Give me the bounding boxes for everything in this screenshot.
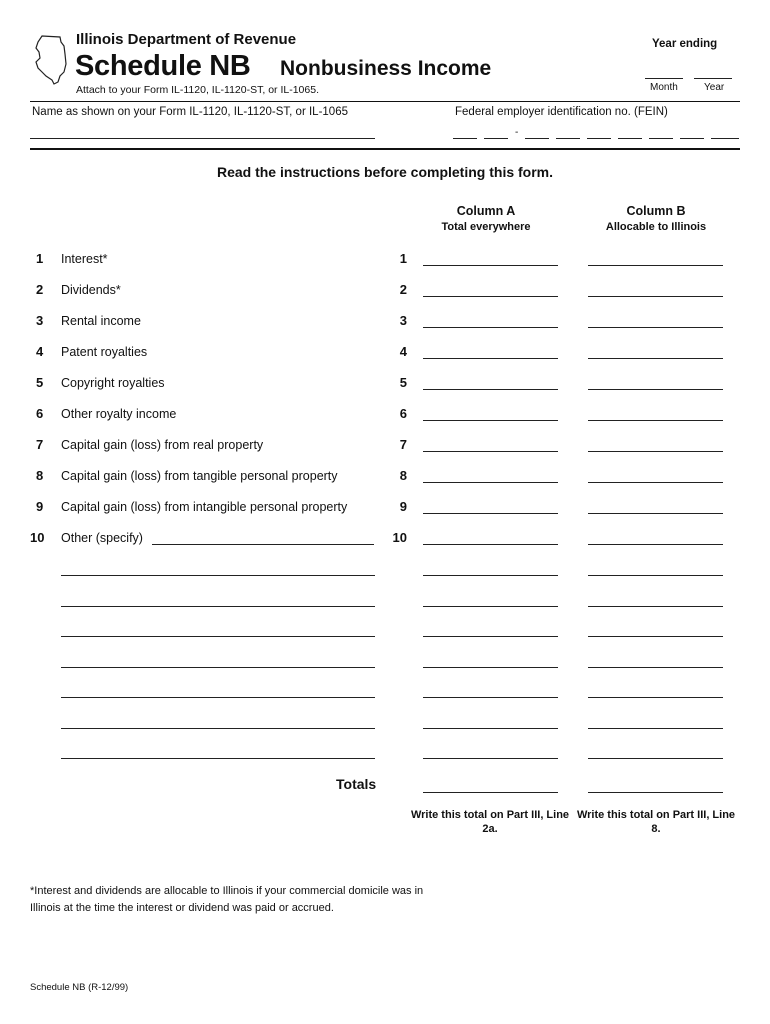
column-b-field[interactable]	[588, 758, 723, 759]
column-a-field[interactable]	[423, 606, 558, 607]
line-number: 2	[36, 282, 44, 297]
specify-description-field[interactable]	[61, 667, 375, 668]
column-b-field[interactable]	[588, 327, 723, 328]
schedule-title: Schedule NB	[75, 50, 251, 82]
line-number-right: 7	[399, 437, 407, 452]
instructions-heading: Read the instructions before completing this form.	[216, 164, 554, 180]
line-number-right: 2	[399, 282, 407, 297]
fein-label: Federal employer identification no. (FEIN)	[455, 106, 668, 118]
specify-description-field[interactable]	[61, 728, 375, 729]
specify-description-field[interactable]	[61, 697, 375, 698]
fein-field[interactable]	[453, 127, 743, 141]
column-b-field[interactable]	[588, 265, 723, 266]
line-number-right: 1	[399, 251, 407, 266]
column-a-field[interactable]	[423, 389, 558, 390]
column-b-header	[576, 204, 736, 233]
column-a-subtitle: Total everywhere	[441, 221, 531, 233]
illinois-state-outline-icon	[30, 34, 70, 86]
year-field[interactable]	[694, 78, 732, 79]
year-label: Year	[704, 82, 725, 93]
column-b-total-note: Write this total on Part III, Line 8.	[576, 809, 736, 835]
column-a-field[interactable]	[423, 667, 558, 668]
form-subtitle: Nonbusiness Income	[280, 57, 492, 80]
month-field[interactable]	[645, 78, 683, 79]
line-number: 9	[36, 499, 44, 514]
column-b-field[interactable]	[588, 451, 723, 452]
column-a-field[interactable]	[423, 513, 558, 514]
column-a-field[interactable]	[423, 327, 558, 328]
column-b-field[interactable]	[588, 544, 723, 545]
fein-dash: -	[515, 127, 519, 138]
column-b-field[interactable]	[588, 667, 723, 668]
column-b-field[interactable]	[588, 728, 723, 729]
total-column-a-field[interactable]	[423, 792, 558, 793]
section-divider	[30, 148, 740, 150]
column-a-field[interactable]	[423, 265, 558, 266]
line-number-right: 5	[399, 375, 407, 390]
line-label: Capital gain (loss) from intangible personal property	[61, 500, 348, 514]
column-b-field[interactable]	[588, 482, 723, 483]
column-b-field[interactable]	[588, 420, 723, 421]
line-label: Dividends*	[61, 283, 121, 297]
year-ending-label: Year ending	[652, 38, 718, 50]
line-number: 3	[36, 313, 44, 328]
line-number: 4	[36, 344, 44, 359]
form-id: Schedule NB (R-12/99)	[30, 982, 129, 993]
column-b-field[interactable]	[588, 513, 723, 514]
column-b-field[interactable]	[588, 389, 723, 390]
column-b-title: Column B	[626, 204, 686, 218]
name-field[interactable]	[30, 138, 375, 139]
column-b-field[interactable]	[588, 358, 723, 359]
footnote: *Interest and dividends are allocable to Illinois if your commercial domicile was in Illinois at the time the interest or dividend was paid or accrued.	[30, 885, 424, 914]
column-b-field[interactable]	[588, 636, 723, 637]
total-column-b-field[interactable]	[588, 792, 723, 793]
line-number: 6	[36, 406, 44, 421]
column-a-field[interactable]	[423, 636, 558, 637]
column-a-field[interactable]	[423, 451, 558, 452]
other-specify-field[interactable]	[152, 544, 374, 545]
column-a-field[interactable]	[423, 758, 558, 759]
line-number: 7	[36, 437, 44, 452]
column-b-subtitle: Allocable to Illinois	[605, 221, 707, 233]
line-number: 8	[36, 468, 44, 483]
specify-description-field[interactable]	[61, 575, 375, 576]
column-b-field[interactable]	[588, 606, 723, 607]
specify-description-field[interactable]	[61, 758, 375, 759]
specify-description-field[interactable]	[61, 636, 375, 637]
line-number-right: 8	[399, 468, 407, 483]
header-divider	[30, 101, 740, 102]
specify-description-field[interactable]	[61, 606, 375, 607]
attach-instruction: Attach to your Form IL-1120, IL-1120-ST, or IL-1065.	[76, 84, 319, 96]
column-a-header	[406, 204, 566, 233]
line-label: Copyright royalties	[61, 376, 165, 390]
column-a-field[interactable]	[423, 482, 558, 483]
column-a-field[interactable]	[423, 544, 558, 545]
column-a-field[interactable]	[423, 358, 558, 359]
line-label: Rental income	[61, 314, 141, 328]
line-label: Interest*	[61, 252, 108, 266]
line-label: Other royalty income	[61, 407, 177, 421]
line-number: 1	[36, 251, 44, 266]
column-b-field[interactable]	[588, 697, 723, 698]
line-number-right: 6	[399, 406, 407, 421]
line-number: 10	[30, 530, 45, 545]
department-name: Illinois Department of Revenue	[76, 31, 297, 48]
column-b-field[interactable]	[588, 296, 723, 297]
name-label: Name as shown on your Form IL-1120, IL-1120-ST, or IL-1065	[32, 106, 348, 118]
line-number-right: 10	[392, 530, 407, 545]
line-label: Capital gain (loss) from real property	[61, 438, 264, 452]
column-a-field[interactable]	[423, 575, 558, 576]
line-number-right: 9	[399, 499, 407, 514]
line-number-right: 3	[399, 313, 407, 328]
column-a-field[interactable]	[423, 420, 558, 421]
column-a-field[interactable]	[423, 728, 558, 729]
column-b-field[interactable]	[588, 575, 723, 576]
month-label: Month	[650, 82, 678, 93]
line-label: Patent royalties	[61, 345, 148, 359]
column-a-field[interactable]	[423, 697, 558, 698]
line-number: 5	[36, 375, 44, 390]
line-label: Capital gain (loss) from tangible personal property	[61, 469, 338, 483]
line-number-right: 4	[399, 344, 407, 359]
totals-label: Totals	[336, 776, 377, 792]
column-a-field[interactable]	[423, 296, 558, 297]
column-a-title: Column A	[456, 204, 516, 218]
column-a-total-note: Write this total on Part III, Line 2a.	[410, 809, 570, 835]
line-label: Other (specify)	[61, 531, 143, 545]
